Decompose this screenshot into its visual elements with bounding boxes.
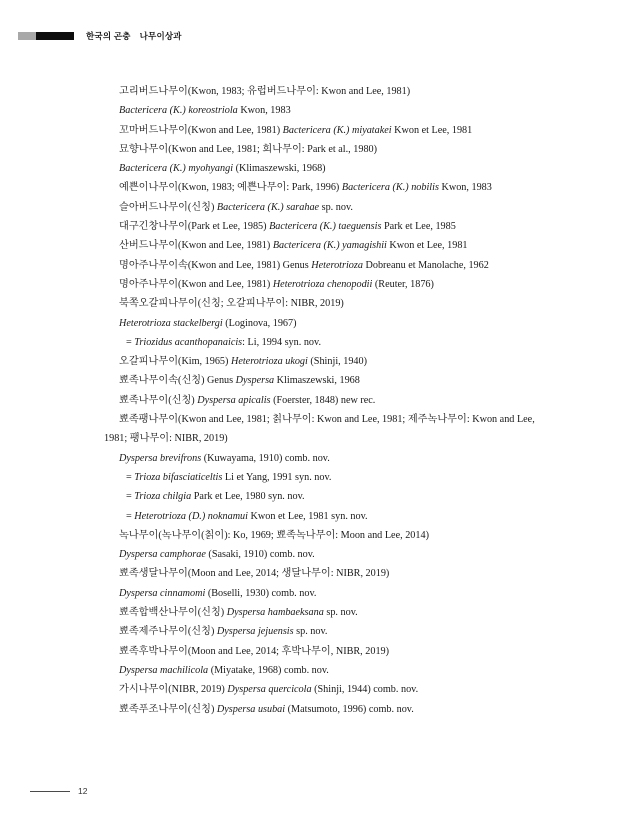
checklist-entry: Dyspersa camphorae (Sasaki, 1910) comb. nov. bbox=[119, 549, 315, 561]
checklist-entry: 대구긴창나무이(Park et Lee, 1985) Bactericera (K.) taeguensis Park et Lee, 1985 bbox=[119, 221, 456, 233]
checklist-entry: 뾰족제주나무이(신칭) Dyspersa jejuensis sp. nov. bbox=[119, 626, 328, 638]
checklist-entry: 오갈피나무이(Kim, 1965) Heterotrioza ukogi (Shinji, 1940) bbox=[119, 356, 368, 368]
checklist-entry: 슬아버드나무이(신칭) Bactericera (K.) sarahae sp. nov. bbox=[119, 201, 353, 213]
page-number: 12 bbox=[78, 786, 88, 796]
checklist-entry: Bactericera (K.) myohyangi (Klimaszewski, 1968) bbox=[119, 163, 326, 175]
checklist-entry: Dyspersa machilicola (Miyatake, 1968) comb. nov. bbox=[119, 664, 329, 676]
checklist-entry: 뾰족나무이(신칭) Dyspersa apicalis (Foerster, 1848) new rec. bbox=[119, 394, 376, 406]
checklist-entry: Dyspersa cinnamomi (Boselli, 1930) comb. nov. bbox=[119, 587, 317, 599]
checklist-entry: Bactericera (K.) koreostriola Kwon, 1983 bbox=[119, 105, 291, 117]
checklist-entry: = Triozidus acanthopanaicis: Li, 1994 syn. nov. bbox=[126, 336, 321, 348]
checklist-entry: 예쁜이나무이(Kwon, 1983; 예쁜나무이: Park, 1996) Bactericera (K.) nobilis Kwon, 1983 bbox=[119, 182, 492, 194]
checklist-entry: 고리버드나무이(Kwon, 1983; 유럽버드나무이: Kwon and Lee, 1981) bbox=[119, 86, 411, 97]
checklist-entry: 명아주나무이(Kwon and Lee, 1981) Heterotrioza chenopodii (Reuter, 1876) bbox=[119, 278, 434, 290]
checklist-entry: 뾰족생달나무이(Moon and Lee, 2014; 생달나무이: NIBR, 2019) bbox=[119, 568, 390, 580]
running-head-rule bbox=[18, 32, 74, 40]
checklist-entry: = Heterotrioza (D.) noknamui Kwon et Lee, 1981 syn. nov. bbox=[126, 510, 368, 522]
checklist-entry: 꼬마버드나무이(Kwon and Lee, 1981) Bactericera (K.) miyatakei Kwon et Lee, 1981 bbox=[119, 124, 473, 136]
checklist-entry: 가시나무이(NIBR, 2019) Dyspersa quercicola (Shinji, 1944) comb. nov. bbox=[119, 684, 419, 696]
footer-rule bbox=[30, 791, 70, 792]
section-title: 나무이상과 bbox=[139, 31, 182, 41]
checklist-entry: 북쪽오갈피나무이(신칭; 오갈피나무이: NIBR, 2019) bbox=[119, 298, 344, 310]
book-title: 한국의 곤충 bbox=[86, 31, 131, 41]
checklist-entry: 녹나무이(녹나무이(칡이): Ko, 1969; 뾰족녹나무이: Moon and Lee, 2014) bbox=[119, 529, 429, 541]
checklist-entry: 산버드나무이(Kwon and Lee, 1981) Bactericera (K.) yamagishii Kwon et Lee, 1981 bbox=[119, 240, 468, 252]
checklist-entry: 뾰족나무이속(신칭) Genus Dyspersa Klimaszewski, 1968 bbox=[119, 375, 360, 387]
checklist-entry: 뾰족팽나무이(Kwon and Lee, 1981; 칡나무이: Kwon and Lee, 1981; 제주녹나무이: Kwon and Lee, 1981; 팽나무이: NIBR, 2019) bbox=[104, 414, 535, 445]
checklist-entry: 뾰족후박나무이(Moon and Lee, 2014; 후박나무이, NIBR, 2019) bbox=[119, 645, 390, 657]
checklist-entry: 뾰족합백산나무이(신칭) Dyspersa hambaeksana sp. nov. bbox=[119, 607, 358, 619]
checklist-entry: = Trioza bifasciaticeltis Li et Yang, 1991 syn. nov. bbox=[126, 471, 332, 483]
checklist-entry: 뾰족푸조나무이(신칭) Dyspersa usubai (Matsumoto, 1996) comb. nov. bbox=[119, 703, 414, 715]
checklist-entry: Heterotrioza stackelbergi (Loginova, 1967) bbox=[119, 317, 297, 329]
running-head bbox=[0, 28, 637, 44]
running-head-text bbox=[86, 30, 182, 42]
checklist-entry: = Trioza chilgia Park et Lee, 1980 syn. nov. bbox=[126, 491, 305, 503]
checklist-entry: 묘향나무이(Kwon and Lee, 1981; 희나무이: Park et al., 1980) bbox=[119, 143, 378, 155]
checklist-entry: 명아주나무이속(Kwon and Lee, 1981) Genus Heterotrioza Dobreanu et Manolache, 1962 bbox=[119, 259, 489, 271]
checklist-entry: Dyspersa brevifrons (Kuwayama, 1910) comb. nov. bbox=[119, 452, 330, 464]
taxonomic-checklist bbox=[104, 82, 556, 719]
page-footer bbox=[30, 786, 87, 796]
